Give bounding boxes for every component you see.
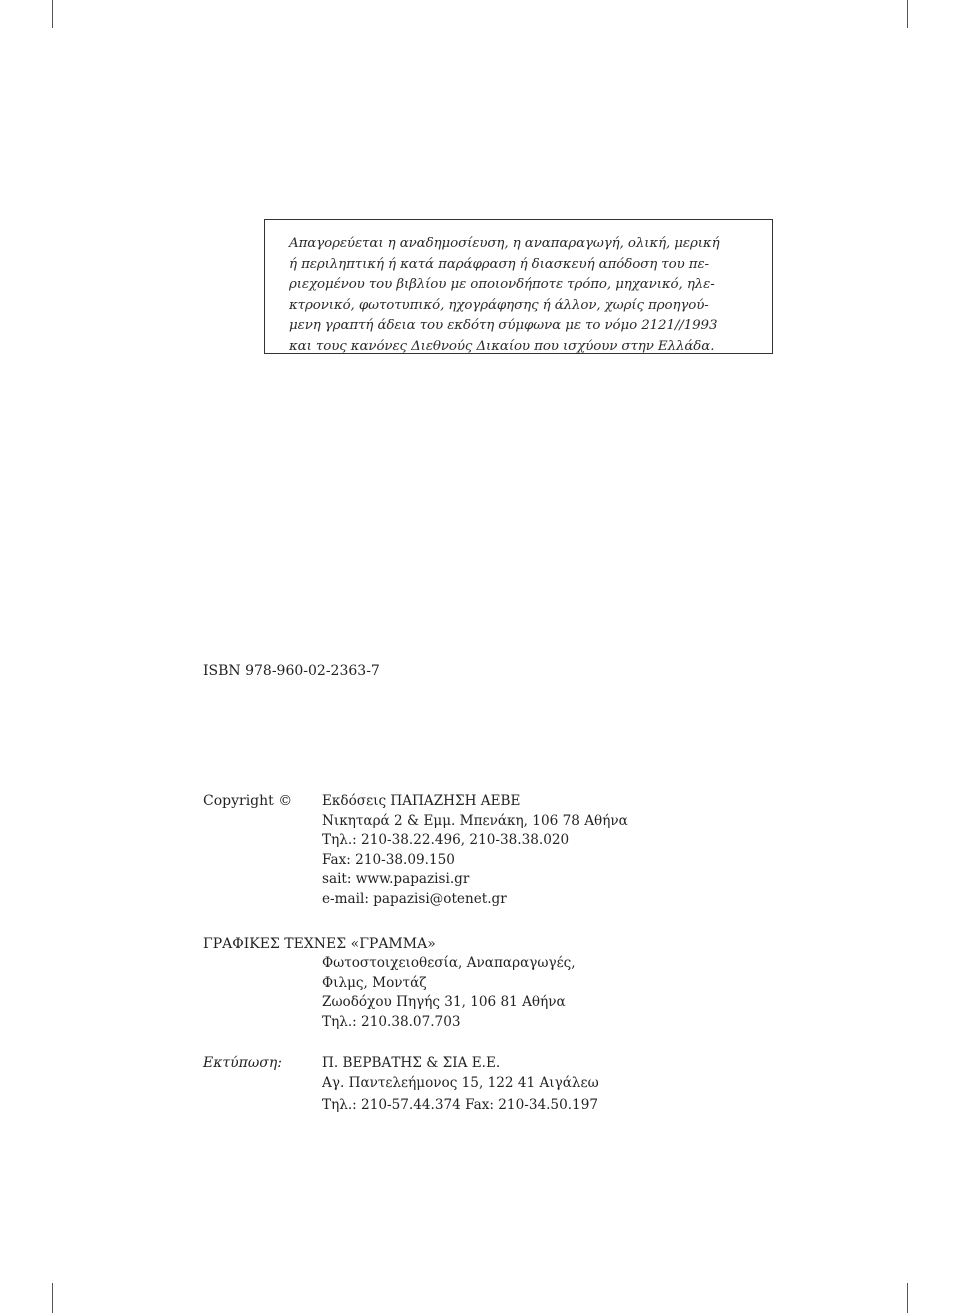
- publisher-name: Εκδόσεις ΠΑΠΑΖΗΣΗ ΑΕΒΕ: [322, 793, 521, 809]
- printer-contact: Τηλ.: 210-57.44.374 Fax: 210-34.50.197: [322, 1097, 598, 1114]
- notice-line: Απαγορεύεται η αναδημοσίευση, η αναπαραγωγή, ολική, μερική: [289, 236, 720, 251]
- graphics-services-cont: Φιλμς, Μοντάζ: [322, 974, 427, 991]
- copyright-notice-box: [264, 219, 773, 354]
- publisher-phone: Τηλ.: 210-38.22.496, 210-38.38.020: [322, 832, 570, 849]
- crop-mark-top-right: [907, 0, 908, 28]
- graphics-phone: Τηλ.: 210.38.07.703: [322, 1013, 461, 1030]
- graphics-label: ΓΡΑΦΙΚΕΣ ΤΕΧΝΕΣ «ΓΡΑΜΜΑ»: [203, 936, 436, 952]
- publisher-website: sait: www.papazisi.gr: [322, 871, 470, 888]
- notice-line: ριεχομένου του βιβλίου με οποιονδήποτε τρόπο, μηχανικό, ηλε-: [289, 277, 715, 293]
- notice-line: και τους κανόνες Διεθνούς Δικαίου που ισχύουν στην Ελλάδα.: [289, 338, 715, 354]
- crop-mark-bottom-right: [907, 1283, 908, 1313]
- crop-mark-top-left: [52, 0, 53, 28]
- publisher-address: Νικηταρά 2 & Εμμ. Μπενάκη, 106 78 Αθήνα: [322, 812, 628, 829]
- notice-line: κτρονικό, φωτοτυπικό, ηχογράφησης ή άλλον, χωρίς προηγού-: [289, 297, 709, 313]
- notice-line: ή περιληπτική ή κατά παράφραση ή διασκευή απόδοση του πε-: [289, 256, 709, 272]
- graphics-address: Ζωοδόχου Πηγής 31, 106 81 Αθήνα: [322, 994, 566, 1011]
- notice-line: μενη γραπτή άδεια του εκδότη σύμφωνα με το νόμο 2121//1993: [289, 318, 718, 334]
- publisher-fax: Fax: 210-38.09.150: [322, 851, 455, 868]
- graphics-info: [322, 954, 576, 1032]
- printing-info: [322, 1054, 599, 1116]
- isbn-number: ISBN 978-960-02-2363-7: [203, 663, 380, 679]
- publisher-email: e-mail: papazisi@otenet.gr: [322, 890, 507, 907]
- printing-label: Εκτύπωση:: [203, 1055, 282, 1071]
- crop-mark-bottom-left: [52, 1283, 53, 1313]
- graphics-services: Φωτοστοιχειοθεσία, Αναπαραγωγές,: [322, 955, 576, 971]
- copyright-label: Copyright ©: [203, 793, 293, 809]
- printer-address: Αγ. Παντελεήμονος 15, 122 41 Αιγάλεω: [322, 1074, 599, 1091]
- printer-name: Π. ΒΕΡΒΑΤΗΣ & ΣΙΑ Ε.Ε.: [322, 1055, 501, 1071]
- publisher-info: [322, 792, 628, 910]
